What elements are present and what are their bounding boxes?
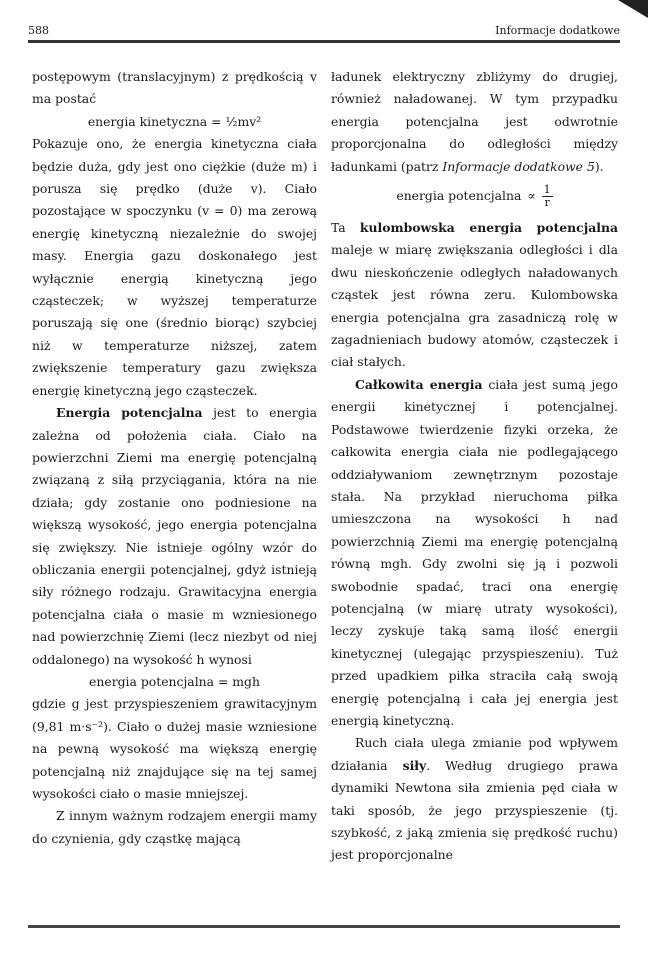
paragraph: ładunek elektryczny zbliżymy do drugiej, również naładowanej. W tym przypadku energia potencjalna jest odwrotnie proporcjonalna do odległości między ładunkami (patrz Informacje dodatkowe 5). xyxy=(331,69,618,174)
equation-kinetic-energy: energia kinetyczna = ½mv² xyxy=(87,113,262,129)
term-bold: siły xyxy=(402,757,427,773)
equation-potential-energy: energia potencjalna = mgh xyxy=(89,673,260,689)
page-corner-mark xyxy=(618,0,648,18)
paragraph: Energia potencjalna jest to energia zależna od położenia ciała. Ciało na powierzchni Ziemi ma energię potencjalną związaną z siłą przyciągania, która na nie działa; gdy zostanie ono podniesione na większą wysokość, jego energia potencjalna się zwiększy. Nie istnieje ogólny wzór do obliczania energii potencjalnej, gdyż istnieją siły różnego rodzaju. Grawitacyjna energia potencjalna ciała o masie m wzniesionego nad powierzchnię Ziemi (lecz niezbyt od niej oddalonego) na wysokość h wynosi xyxy=(32,405,318,667)
term-bold: kulombowska energia potencjalna xyxy=(359,220,618,236)
paragraph: Ta kulombowska energia potencjalna maleje w miarę zwiększania odległości i dla dwu nieskończenie odległych naładowanych cząstek jest równa zeru. Kulombowska energia potencjalna gra zasadniczą rolę w zagadnieniach budowy atomów, cząsteczek i ciał stałych. xyxy=(331,220,618,370)
running-title: Informacje dodatkowe xyxy=(495,24,620,37)
paragraph: Ruch ciała ulega zmianie pod wpływem działania siły. Według drugiego prawa dynamiki Newtona siła zmienia pęd ciała w taki sposób, że jego przyspieszenie (tj. szybkość, z jaką zmienia się prędkość ruchu) jest proporcjonalne xyxy=(331,735,618,863)
term-bold: Energia potencjalna xyxy=(56,405,203,421)
header-rule xyxy=(28,40,620,43)
footer-rule xyxy=(28,925,620,928)
paragraph: Pokazuje ono, że energia kinetyczna ciała będzie duża, gdy jest ono ciężkie (duże m) i porusza się prędko (duże v). Ciało pozostające w spoczynku (v = 0) ma zerową energię kinetyczną niezależnie do swojej masy. Energia gazu doskonałego jest wyłącznie energią kinetyczną jego cząsteczek; w wyższej temperaturze poruszają się one (średnio biorąc) szybciej niż w temperaturze niższej, zatem zwiększenie temperatury gazu zwiększa energię kinetyczną jego cząsteczek. xyxy=(32,136,317,398)
paragraph: gdzie g jest przyspieszeniem grawitacyjnym (9,81 m·s⁻²). Ciało o dużej masie wzniesione na pewną wysokość ma większą energię potencjalną niż znajdujące się na tej samej wysokości ciało o masie mniejszej. xyxy=(32,696,317,801)
left-column xyxy=(32,66,317,850)
right-column xyxy=(331,66,618,867)
term-bold: Całkowita energia xyxy=(355,376,483,392)
paragraph: Całkowita energia ciała jest sumą jego energii kinetycznej i potencjalnej. Podstawowe twierdzenie fizyki orzeka, że całkowita energia ciała nie podlegającego oddziaływaniom zewnętrznym pozostaje stała. Na przykład nieruchoma piłka umieszczona na wysokości h nad powierzchnią Ziemi ma energię potencjalną równą mgh. Gdy zwolni się ją i pozwoli swobodnie spadać, traci ona energię potencjalną (w miarę utraty wysokości), leczy zyskuje taką samą ilość energii kinetycznej (ulegając przyspieszeniu). Tuż przed upadkiem piłka straciła całą swoją energię potencjalną i cała jej energia jest energią kinetyczną. xyxy=(331,376,618,728)
equation-coulomb-potential: energia potencjalna ∝ $\frac{1}{r}$ xyxy=(396,183,551,210)
cross-reference: Informacje dodatkowe 5 xyxy=(442,158,595,174)
paragraph: postępowym (translacyjnym) z prędkością v ma postać xyxy=(32,69,317,107)
paragraph: Z innym ważnym rodzajem energii mamy do czynienia, gdy cząstkę mającą xyxy=(32,808,317,846)
page-number: 588 xyxy=(28,24,49,37)
